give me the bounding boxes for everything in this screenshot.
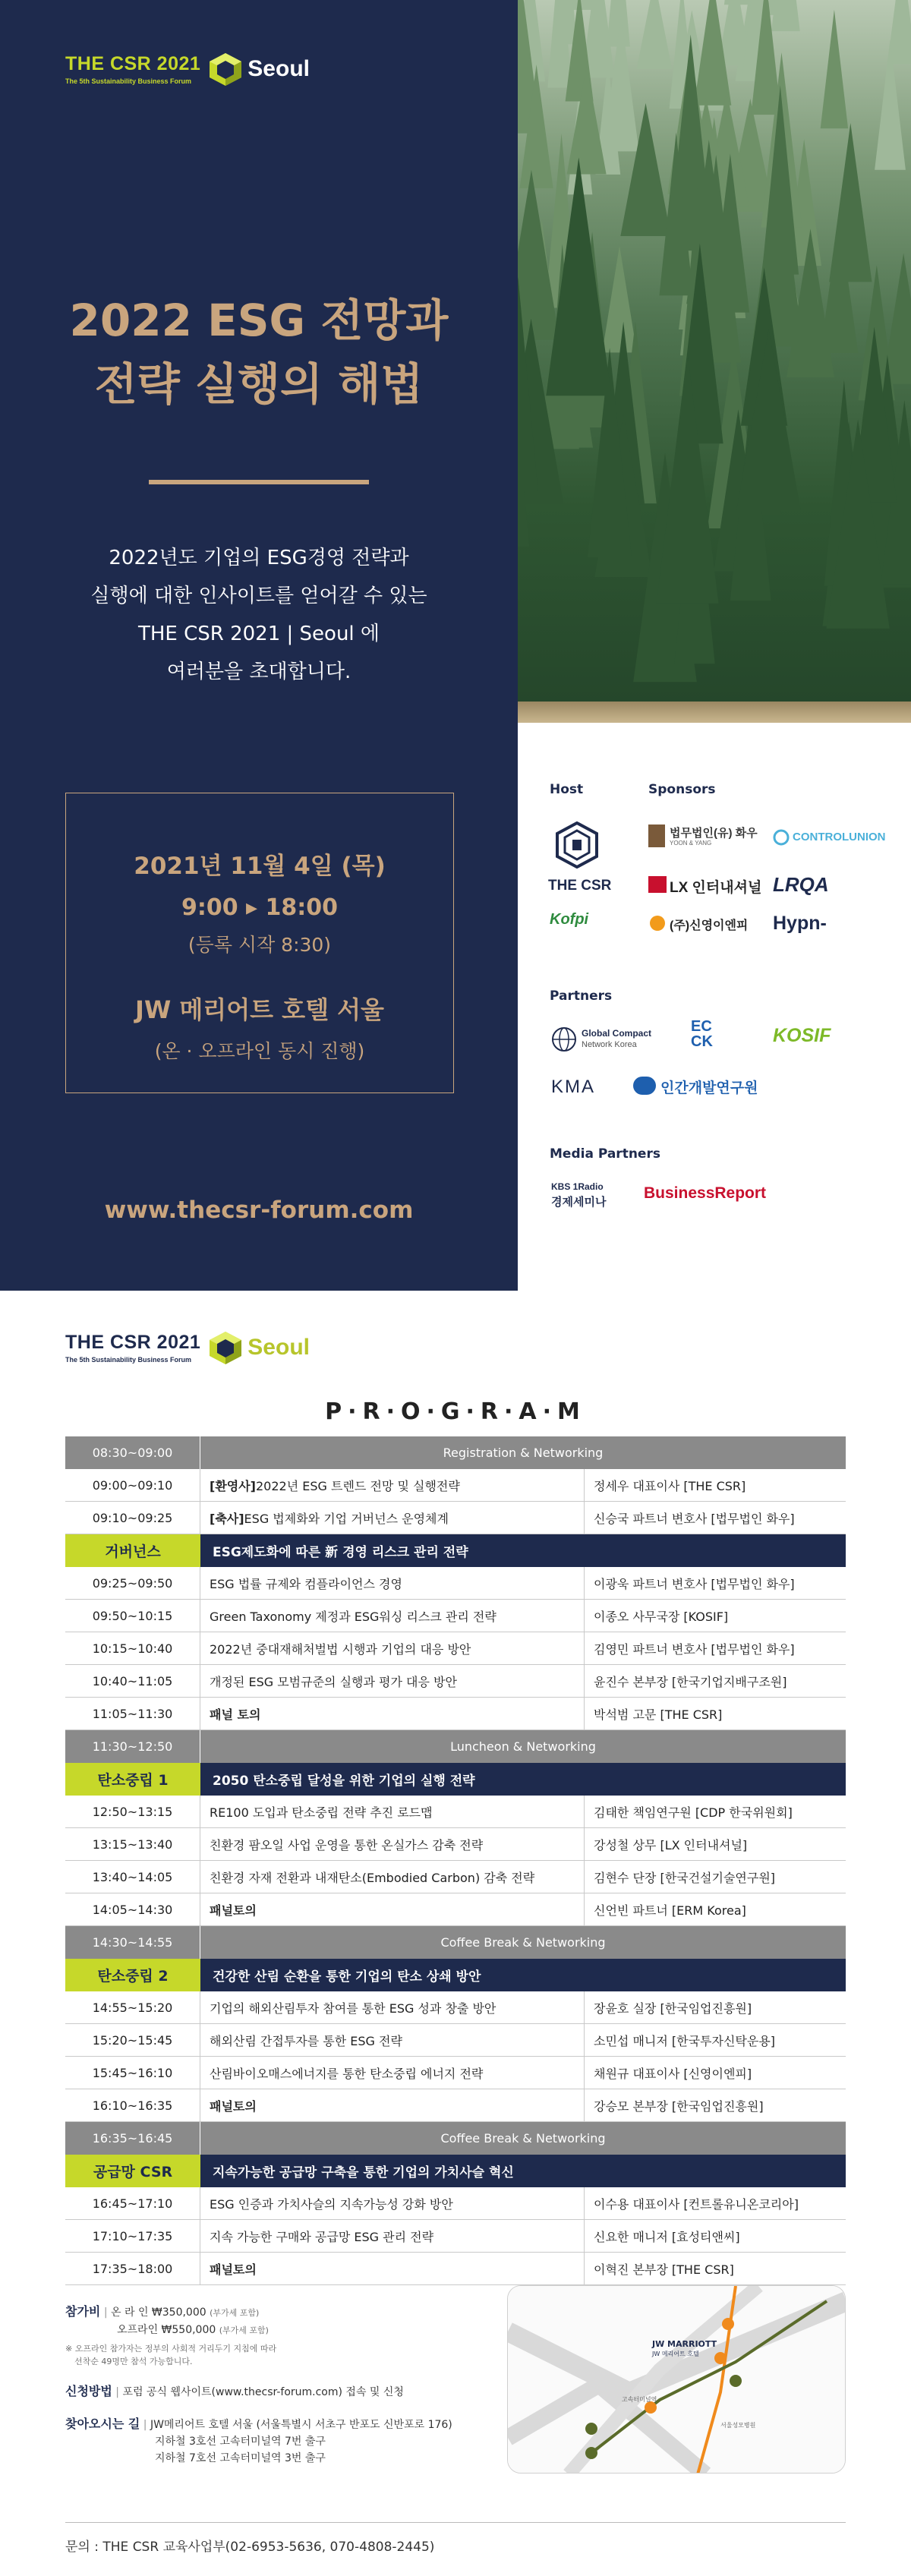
session-title: 지속 가능한 구매와 공급망 ESG 관리 전략 [210, 2229, 434, 2244]
media-kbs: 경제세미나 [551, 1196, 607, 1209]
break-label: Luncheon & Networking [450, 1739, 596, 1754]
fee-offline: 오프라인 ₩550,000 [117, 2324, 216, 2336]
divider [149, 480, 369, 484]
session-tag: 패널토의 [210, 1903, 257, 1918]
row-session [200, 1600, 585, 1632]
row-speaker: 이혁진 본부장 [THE CSR] [594, 2262, 734, 2277]
row-time: 13:40~14:05 [65, 1861, 200, 1893]
schedule-row [65, 1698, 846, 1730]
hero-title-line2: 전략 실행의 해법 [94, 358, 424, 410]
session-title: 해외산림 간접투자를 통한 ESG 전략 [210, 2033, 402, 2048]
row-speaker: 신요한 매니저 [효성티앤씨] [594, 2229, 740, 2244]
track-title: 2050 탄소중립 달성을 위한 기업의 실행 전략 [200, 1763, 846, 1796]
row-session [200, 1796, 585, 1827]
program-schedule-table [65, 1436, 846, 2285]
schedule-row [65, 2057, 846, 2089]
schedule-break-row [65, 2122, 846, 2155]
schedule-row [65, 1632, 846, 1665]
row-speaker: 이수용 대표이사 [컨트롤유니온코리아] [594, 2196, 799, 2212]
session-title: 2022년 ESG 트렌드 전망 및 실행전략 [256, 1478, 460, 1493]
row-session [200, 1665, 585, 1697]
session-title: 친환경 팜오일 사업 운영을 통한 온실가스 감축 전략 [210, 1837, 484, 1852]
schedule-row [65, 1893, 846, 1926]
schedule-row [65, 2089, 846, 2122]
logo-title: THE CSR 2021 [65, 53, 201, 74]
row-time: 11:05~11:30 [65, 1698, 200, 1729]
schedule-row [65, 1600, 846, 1632]
row-speaker: 신언빈 파트너 [ERM Korea] [594, 1903, 746, 1918]
session-tag: [축사] [210, 1511, 244, 1526]
row-time: 16:35~16:45 [65, 2122, 200, 2155]
registration-time: (등록 시작 8:30) [188, 934, 332, 956]
row-session [200, 1567, 585, 1599]
schedule-row [65, 1502, 846, 1534]
row-speaker: 신승국 파트너 변호사 [법무법인 화우] [594, 1511, 795, 1526]
tree-shape [771, 0, 800, 31]
logo-subtitle: The 5th Sustainability Business Forum [65, 77, 192, 85]
partner-ecck: EC CK [691, 1018, 713, 1050]
row-speaker: 김태한 책임연구원 [CDP 한국위원회] [594, 1805, 793, 1820]
partner-ungc: Global Compact [582, 1028, 652, 1039]
row-speaker: 장윤호 실장 [한국임업진흥원] [594, 2001, 752, 2016]
row-speaker: 소민섭 매니저 [한국투자신탁운용] [594, 2033, 776, 2048]
schedule-row [65, 2220, 846, 2253]
schedule-track-row [65, 1534, 846, 1567]
row-time: 10:40~11:05 [65, 1665, 200, 1697]
row-time: 15:20~15:45 [65, 2024, 200, 2056]
program-logo-city: Seoul [247, 1335, 310, 1360]
event-info-box [65, 793, 454, 1093]
schedule-row [65, 1991, 846, 2024]
thecsr-logo-icon [556, 821, 598, 869]
schedule-row [65, 1828, 846, 1861]
row-session [200, 1469, 585, 1501]
map-station-label: 고속터미널역 [622, 2396, 657, 2403]
hero-title [0, 288, 518, 416]
hero-panel [0, 0, 518, 1291]
row-session [200, 1893, 585, 1925]
controlunion-logo-icon [773, 829, 790, 846]
track-title: 지속가능한 공급망 구축을 통한 기업의 가치사슬 혁신 [200, 2155, 846, 2187]
schedule-track-row [65, 1959, 846, 1991]
row-time: 09:10~09:25 [65, 1502, 200, 1534]
row-time: 09:25~09:50 [65, 1567, 200, 1599]
sponsor-hypn: Hypn- [773, 913, 827, 934]
row-time: 08:30~09:00 [65, 1436, 200, 1469]
session-title: 산림바이오매스에너지를 통한 탄소중립 에너지 전략 [210, 2066, 484, 2081]
desc-line: 2022년도 기업의 ESG경영 전략과 [109, 547, 409, 569]
row-time: 09:50~10:15 [65, 1600, 200, 1632]
partner-ungc-sub: Network Korea [582, 1040, 637, 1049]
website-link[interactable]: www.thecsr-forum.com [104, 1197, 414, 1224]
session-title: 친환경 자재 전환과 내재탄소(Embodied Carbon) 감축 전략 [210, 1870, 535, 1885]
row-speaker: 윤진수 본부장 [한국기업지배구조원] [594, 1674, 787, 1689]
schedule-track-row [65, 2155, 846, 2187]
shinyoung-logo-icon [648, 914, 667, 932]
break-label: Coffee Break & Networking [440, 1935, 606, 1950]
event-venue: JW 메리어트 호텔 서울 [135, 995, 384, 1024]
sponsor-hwawoo: 법무법인(유) 화우 [670, 827, 758, 840]
row-time: 14:05~14:30 [65, 1893, 200, 1925]
fee-online-note: (부가세 포함) [210, 2308, 260, 2318]
partners-label: Partners [550, 988, 613, 1004]
session-title: ESG 법률 규제와 컴플라이언스 경영 [210, 1576, 402, 1591]
desc-line: 실행에 대한 인사이트를 얻어갈 수 있는 [90, 585, 427, 607]
session-tag: 패널 토의 [210, 1707, 261, 1722]
row-session [200, 1991, 585, 2023]
partner-kma: KMA [551, 1077, 596, 1097]
forum-logo [65, 52, 310, 87]
map-hotel-label: JW MARRIOTT [652, 2339, 717, 2349]
sponsor-lrqa: LRQA [773, 873, 829, 896]
row-time: 12:50~13:15 [65, 1796, 200, 1827]
media-kbs-top: KBS 1Radio [551, 1181, 604, 1192]
contact-info: 문의 : THE CSR 교육사업부(02-6953-5636, 070-4808-2445) [65, 2540, 435, 2555]
directions-label: 찾아오시는 길 [65, 2417, 140, 2431]
session-tag: 패널토의 [210, 2098, 257, 2114]
row-time: 17:10~17:35 [65, 2220, 200, 2252]
schedule-row [65, 1796, 846, 1828]
directions-address: JW메리어트 호텔 서울 (서울특별시 서초구 반포도 신반포로 176) [150, 2419, 452, 2431]
row-speaker: 김영민 파트너 변호사 [법무법인 화우] [594, 1641, 795, 1657]
session-tag: 패널토의 [210, 2262, 257, 2277]
partner-kosif: KOSIF [773, 1025, 831, 1046]
tree-shape [637, 0, 673, 69]
break-label: Coffee Break & Networking [440, 2131, 606, 2146]
footer-divider [65, 2522, 846, 2523]
row-session [200, 2253, 585, 2284]
session-title: ESG 법제화와 기업 거버넌스 운영체계 [244, 1511, 449, 1526]
sponsor-hwawoo-sub: YOON & YANG [670, 840, 712, 847]
row-speaker: 김현수 단장 [한국건설기술연구원] [594, 1870, 776, 1885]
row-session [200, 1632, 585, 1664]
sponsor-controlunion: CONTROLUNION [793, 831, 886, 843]
venue-note: (온 · 오프라인 동시 진행) [154, 1040, 365, 1062]
row-speaker: 정세우 대표이사 [THE CSR] [594, 1478, 746, 1493]
session-title: 개정된 ESG 모범규준의 실행과 평가 대응 방안 [210, 1674, 457, 1689]
tree-shape [724, 0, 751, 5]
desc-line: THE CSR 2021 | Seoul 에 [137, 623, 380, 645]
session-title: 기업의 해외산림투자 참여를 통한 ESG 성과 창출 방안 [210, 2001, 496, 2016]
track-label: 탄소중립 2 [65, 1959, 200, 1991]
media-businessreport: BusinessReport [644, 1184, 767, 1202]
row-time: 14:30~14:55 [65, 1926, 200, 1959]
hwawoo-logo-icon [648, 825, 665, 847]
row-time: 16:10~16:35 [65, 2089, 200, 2121]
row-session [200, 2089, 585, 2121]
directions-subway: 지하철 3호선 고속터미널역 7번 출구 [155, 2436, 326, 2448]
row-speaker: 강승모 본부장 [한국임업진흥원] [594, 2098, 764, 2114]
track-title: ESG제도화에 따른 新 경영 리스크 관리 전략 [200, 1534, 846, 1567]
host-name: THE CSR [548, 878, 612, 894]
forest-image [518, 0, 911, 723]
map-hospital-label: 서울성모병원 [720, 2422, 756, 2429]
partner-hdi: 인간개발연구원 [660, 1080, 758, 1096]
row-time: 11:30~12:50 [65, 1730, 200, 1763]
event-date: 2021년 11월 4일 (목) [134, 853, 386, 880]
program-logo-subtitle: The 5th Sustainability Business Forum [65, 1356, 192, 1364]
row-time: 17:35~18:00 [65, 2253, 200, 2284]
row-session [200, 2057, 585, 2089]
hero-description [0, 539, 518, 691]
row-speaker: 이광욱 파트너 변호사 [법무법인 화우] [594, 1576, 795, 1591]
row-time: 16:45~17:10 [65, 2187, 200, 2219]
schedule-break-row [65, 1926, 846, 1959]
row-session [200, 2187, 585, 2219]
logo-city: Seoul [247, 56, 310, 81]
sponsors-label: Sponsors [648, 782, 716, 797]
row-session [200, 1502, 585, 1534]
row-time: 13:15~13:40 [65, 1828, 200, 1860]
tree-shape [821, 10, 848, 128]
fee-note: ※ 오프라인 참가자는 정부의 사회적 거리두기 지침에 따라 [65, 2344, 277, 2354]
sponsor-shinyoung: (주)신영이엔피 [670, 919, 749, 932]
schedule-row [65, 2024, 846, 2057]
map-illustration [508, 2286, 846, 2474]
track-title: 건강한 산림 순환을 통한 기업의 탄소 상쇄 방안 [200, 1959, 846, 1991]
fee-note: 선착순 49명만 참석 가능합니다. [74, 2357, 193, 2366]
schedule-break-row [65, 1730, 846, 1763]
directions-subway: 지하철 7호선 고속터미널역 3번 출구 [155, 2452, 326, 2464]
apply-text: 포럼 공식 웹사이트(www.thecsr-forum.com) 접속 및 신청 [122, 2386, 404, 2398]
row-speaker: 채원규 대표이사 [신영이엔피] [594, 2066, 752, 2081]
globe-icon [551, 1026, 577, 1052]
program-logo-title: THE CSR 2021 [65, 1332, 201, 1353]
schedule-row [65, 1469, 846, 1502]
row-time: 09:00~09:10 [65, 1469, 200, 1501]
row-session [200, 2024, 585, 2056]
row-speaker: 박석범 고문 [THE CSR] [594, 1707, 723, 1722]
program-logo [65, 1330, 310, 1365]
track-label: 공급망 CSR [65, 2155, 200, 2187]
cube-icon [208, 52, 243, 87]
schedule-row [65, 2187, 846, 2220]
event-time: 9:00 ▸ 18:00 [181, 894, 339, 921]
desc-line: 여러분을 초대합니다. [166, 661, 351, 683]
row-session [200, 2220, 585, 2252]
row-session [200, 1861, 585, 1893]
map-hotel-sublabel: JW 메리어트 호텔 [652, 2351, 699, 2357]
apply-label: 신청방법 [65, 2384, 112, 2398]
schedule-row [65, 1567, 846, 1600]
hero-title-line1: 2022 ESG 전망과 [69, 295, 449, 346]
row-session [200, 1698, 585, 1729]
cube-icon [208, 1330, 243, 1365]
schedule-break-row [65, 1436, 846, 1469]
row-speaker: 이종오 사무국장 [KOSIF] [594, 1609, 729, 1624]
schedule-track-row [65, 1763, 846, 1796]
program-title: P·R·O·G·R·A·M [325, 1398, 586, 1425]
schedule-row [65, 1665, 846, 1698]
row-time: 15:45~16:10 [65, 2057, 200, 2089]
fee-offline-note: (부가세 포함) [219, 2325, 269, 2335]
schedule-row [65, 1861, 846, 1893]
host-label: Host [550, 782, 584, 797]
break-label: Registration & Networking [443, 1446, 604, 1460]
lx-logo-icon [648, 876, 667, 893]
host-org-logo: Kofpi [550, 911, 589, 928]
media-partners-label: Media Partners [550, 1146, 660, 1162]
row-time: 10:15~10:40 [65, 1632, 200, 1664]
session-title: RE100 도입과 탄소중립 전략 추진 로드맵 [210, 1805, 433, 1820]
location-map[interactable] [507, 2285, 846, 2474]
session-title: 2022년 중대재해처벌법 시행과 기업의 대응 방안 [210, 1641, 471, 1657]
tree-shape [602, 246, 637, 353]
sponsor-panel [518, 0, 911, 1291]
session-title: Green Taxonomy 제정과 ESG워싱 리스크 관리 전략 [210, 1609, 496, 1624]
hdi-logo-icon [633, 1077, 656, 1095]
row-speaker: 강성철 상무 [LX 인터내셔널] [594, 1837, 748, 1852]
track-label: 거버넌스 [65, 1534, 200, 1567]
row-time: 14:55~15:20 [65, 1991, 200, 2023]
fee-online: 온 라 인 ₩350,000 [111, 2306, 206, 2319]
session-tag: [환영사] [210, 1478, 256, 1493]
track-label: 탄소중립 1 [65, 1763, 200, 1796]
session-title: ESG 인증과 가치사슬의 지속가능성 강화 방안 [210, 2196, 453, 2212]
sponsor-lx: LX 인터내셔널 [670, 880, 762, 896]
fee-label: 참가비 [65, 2304, 101, 2319]
row-session [200, 1828, 585, 1860]
schedule-row [65, 2253, 846, 2285]
event-details: 참가비 | 온 라 인 ₩350,000 (부가세 포함) 오프라인 ₩550,000 (부가세 포함) ※ 오프라인 참가자는 정부의 사회적 거리두기 지침에 따라 선착순 49명만 참석 가능합니다. 신청방법 | 포럼 공식 웹사이트(www.thecsr-forum.com) 접속 및 신청 찾아오시는 길 | JW메리어트 호텔 서울 (서울특별시 서초구 반포도 신반포로 176) 지하철 3호선 고속터미널역 7번 출구 지하철 7호선 고속터미널역 3번 출구 [65, 2303, 475, 2467]
